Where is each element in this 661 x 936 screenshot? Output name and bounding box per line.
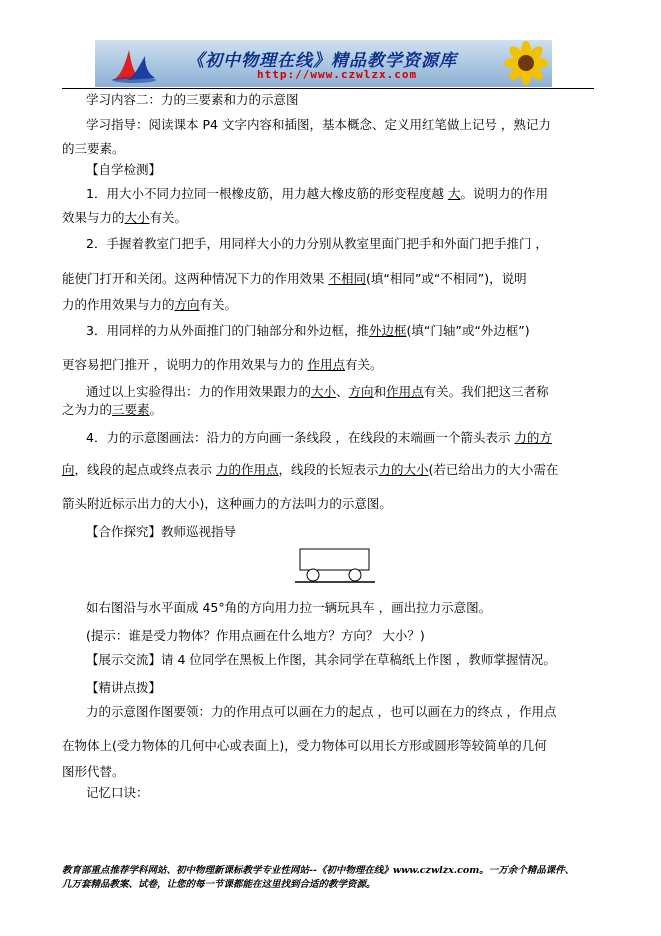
conclusion-text-a: 通过以上实验得出：力的作用效果跟力的 bbox=[86, 384, 312, 399]
cooperate-hint: (提示：谁是受力物体？作用点画在什么地方？方向？ 大小？) bbox=[86, 628, 425, 643]
header-banner bbox=[95, 40, 552, 87]
q1-text-a: 1．用大小不同力拉同一根橡皮筋，用力越大橡皮筋的形变程度越 bbox=[86, 186, 448, 201]
footer-line-2: 几万套精品教案、试卷，让您的每一节课都能在这里找到合适的教学资源。 bbox=[62, 879, 376, 890]
car-wheel-right bbox=[349, 569, 361, 581]
cooperate-question: 如右图沿与水平面成 45°角的方向用力拉一辆玩具车 ，画出拉力示意图。 bbox=[86, 600, 492, 615]
q3-text-a: 3．用同样的力从外面推门的门轴部分和外边框，推 bbox=[86, 323, 369, 338]
toy-car-figure bbox=[295, 547, 375, 585]
header-rule bbox=[62, 88, 594, 89]
q3-line-2 bbox=[62, 357, 382, 373]
q1-answer-2: 大小 bbox=[124, 210, 150, 225]
q1-text-f: 有关。 bbox=[149, 210, 188, 225]
q3-text-d: 更容易把门推开 ，说明力的作用效果与力的 bbox=[62, 357, 308, 372]
conclusion-text-g: 有关。我们把这三者称 bbox=[423, 384, 549, 399]
lecture-line-1: 力的示意图作图要领：力的作用点可以画在力的起点 ，也可以画在力的终点 ，作用点 bbox=[86, 704, 557, 719]
q4-answer-1a: 力的方 bbox=[514, 430, 552, 445]
exchange-text: 【展示交流】请 4 位同学在黑板上作图，其余同学在草稿纸上作图 ，教师掌握情况。 bbox=[86, 652, 556, 667]
section-title: 学习内容二：力的三要素和力的示意图 bbox=[86, 92, 299, 107]
guide-line-2: 的三要素。 bbox=[62, 141, 125, 156]
conclusion-text-e: 和 bbox=[373, 384, 387, 399]
q1-line-1 bbox=[86, 186, 548, 202]
q3-answer-1: 外边框 bbox=[368, 323, 407, 338]
lecture-line-2: 在物体上(受力物体的几何中心或表面上)，受力物体可以用长方形或圆形等较简单的几何 bbox=[62, 738, 547, 753]
banner-url: http://www.czwlzx.com bbox=[257, 68, 418, 81]
lecture-heading: 【精讲点拨】 bbox=[86, 680, 162, 695]
q3-line-1 bbox=[86, 323, 530, 339]
car-wheel-left bbox=[307, 569, 319, 581]
q2-text-c: (填“相同”或“不相同”)，说明 bbox=[366, 271, 527, 286]
q1-answer-1: 大 bbox=[447, 186, 461, 201]
q1-line-2 bbox=[62, 210, 187, 226]
conclusion-text-h: 之为力的 bbox=[62, 402, 113, 417]
q3-answer-2: 作用点 bbox=[307, 357, 345, 372]
q1-text-d: 效果与力的 bbox=[62, 210, 125, 225]
q2-answer-2: 方向 bbox=[174, 297, 200, 312]
conclusion-answer-three-elements: 三要素 bbox=[112, 402, 150, 417]
conclusion-text-c: 、 bbox=[336, 384, 349, 399]
q4-answer-2: 力的作用点 bbox=[216, 462, 279, 477]
q4-text-f: ，线段的长短表示 bbox=[278, 462, 379, 477]
q2-text-a: 能使门打开和关闭。这两种情况下力的作用效果 bbox=[62, 271, 329, 286]
q2-line-2 bbox=[62, 271, 527, 287]
q4-line-3: 箭头附近标示出力的大小)，这种画力的方法叫力的示意图。 bbox=[62, 496, 392, 511]
q2-line-1: 2．手握着教室门把手，用同样大小的力分别从教室里面门把手和外面门把手推门 ， bbox=[86, 236, 548, 251]
q3-text-f: 有关。 bbox=[344, 357, 383, 372]
conclusion-line-1 bbox=[86, 384, 549, 400]
q2-text-d: 力的作用效果与力的 bbox=[62, 297, 175, 312]
lecture-line-3: 图形代替。 bbox=[62, 764, 125, 779]
q2-answer-1: 不相同 bbox=[328, 271, 366, 286]
self-study-heading: 【自学检测】 bbox=[86, 162, 162, 177]
conclusion-line-2 bbox=[62, 402, 162, 418]
q4-text-d: ，线段的起点或终点表示 bbox=[74, 462, 216, 477]
q4-text-a: 4．力的示意图画法：沿力的方向画一条线段 ，在线段的末端画一个箭头表示 bbox=[86, 430, 515, 445]
cooperate-heading: 【合作探究】教师巡视指导 bbox=[86, 524, 237, 539]
site-logo-icon bbox=[109, 46, 159, 84]
car-body bbox=[300, 549, 369, 570]
q4-text-h: (若已给出力的大小需在 bbox=[428, 462, 559, 477]
sunflower-icon bbox=[498, 40, 548, 87]
q1-text-c: 。说明力的作用 bbox=[460, 186, 548, 201]
q3-text-c: (填“门轴”或“外边框”) bbox=[406, 323, 530, 338]
q4-answer-3: 力的大小 bbox=[378, 462, 429, 477]
q2-text-f: 有关。 bbox=[199, 297, 238, 312]
conclusion-text-j: 。 bbox=[149, 402, 163, 417]
q4-line-1 bbox=[86, 430, 552, 446]
memory-label: 记忆口诀： bbox=[86, 785, 149, 800]
q4-line-2 bbox=[62, 462, 558, 478]
footer-line-1: 教育部重点推荐学科网站、初中物理新课标教学专业性网站--《初中物理在线》www.czwlzx.com。一万余个精品课件、 bbox=[62, 865, 575, 876]
q2-line-3 bbox=[62, 297, 237, 313]
guide-line-1: 学习指导：阅读课本 P4 文字内容和插图，基本概念、定义用红笔做上记号 ，熟记力 bbox=[86, 117, 551, 132]
conclusion-answer-size: 大小 bbox=[311, 384, 337, 399]
conclusion-answer-point: 作用点 bbox=[386, 384, 424, 399]
banner-title: 《初中物理在线》精品教学资源库 bbox=[187, 51, 457, 71]
conclusion-answer-direction: 方向 bbox=[348, 384, 374, 399]
q4-answer-1b: 向 bbox=[62, 462, 75, 477]
